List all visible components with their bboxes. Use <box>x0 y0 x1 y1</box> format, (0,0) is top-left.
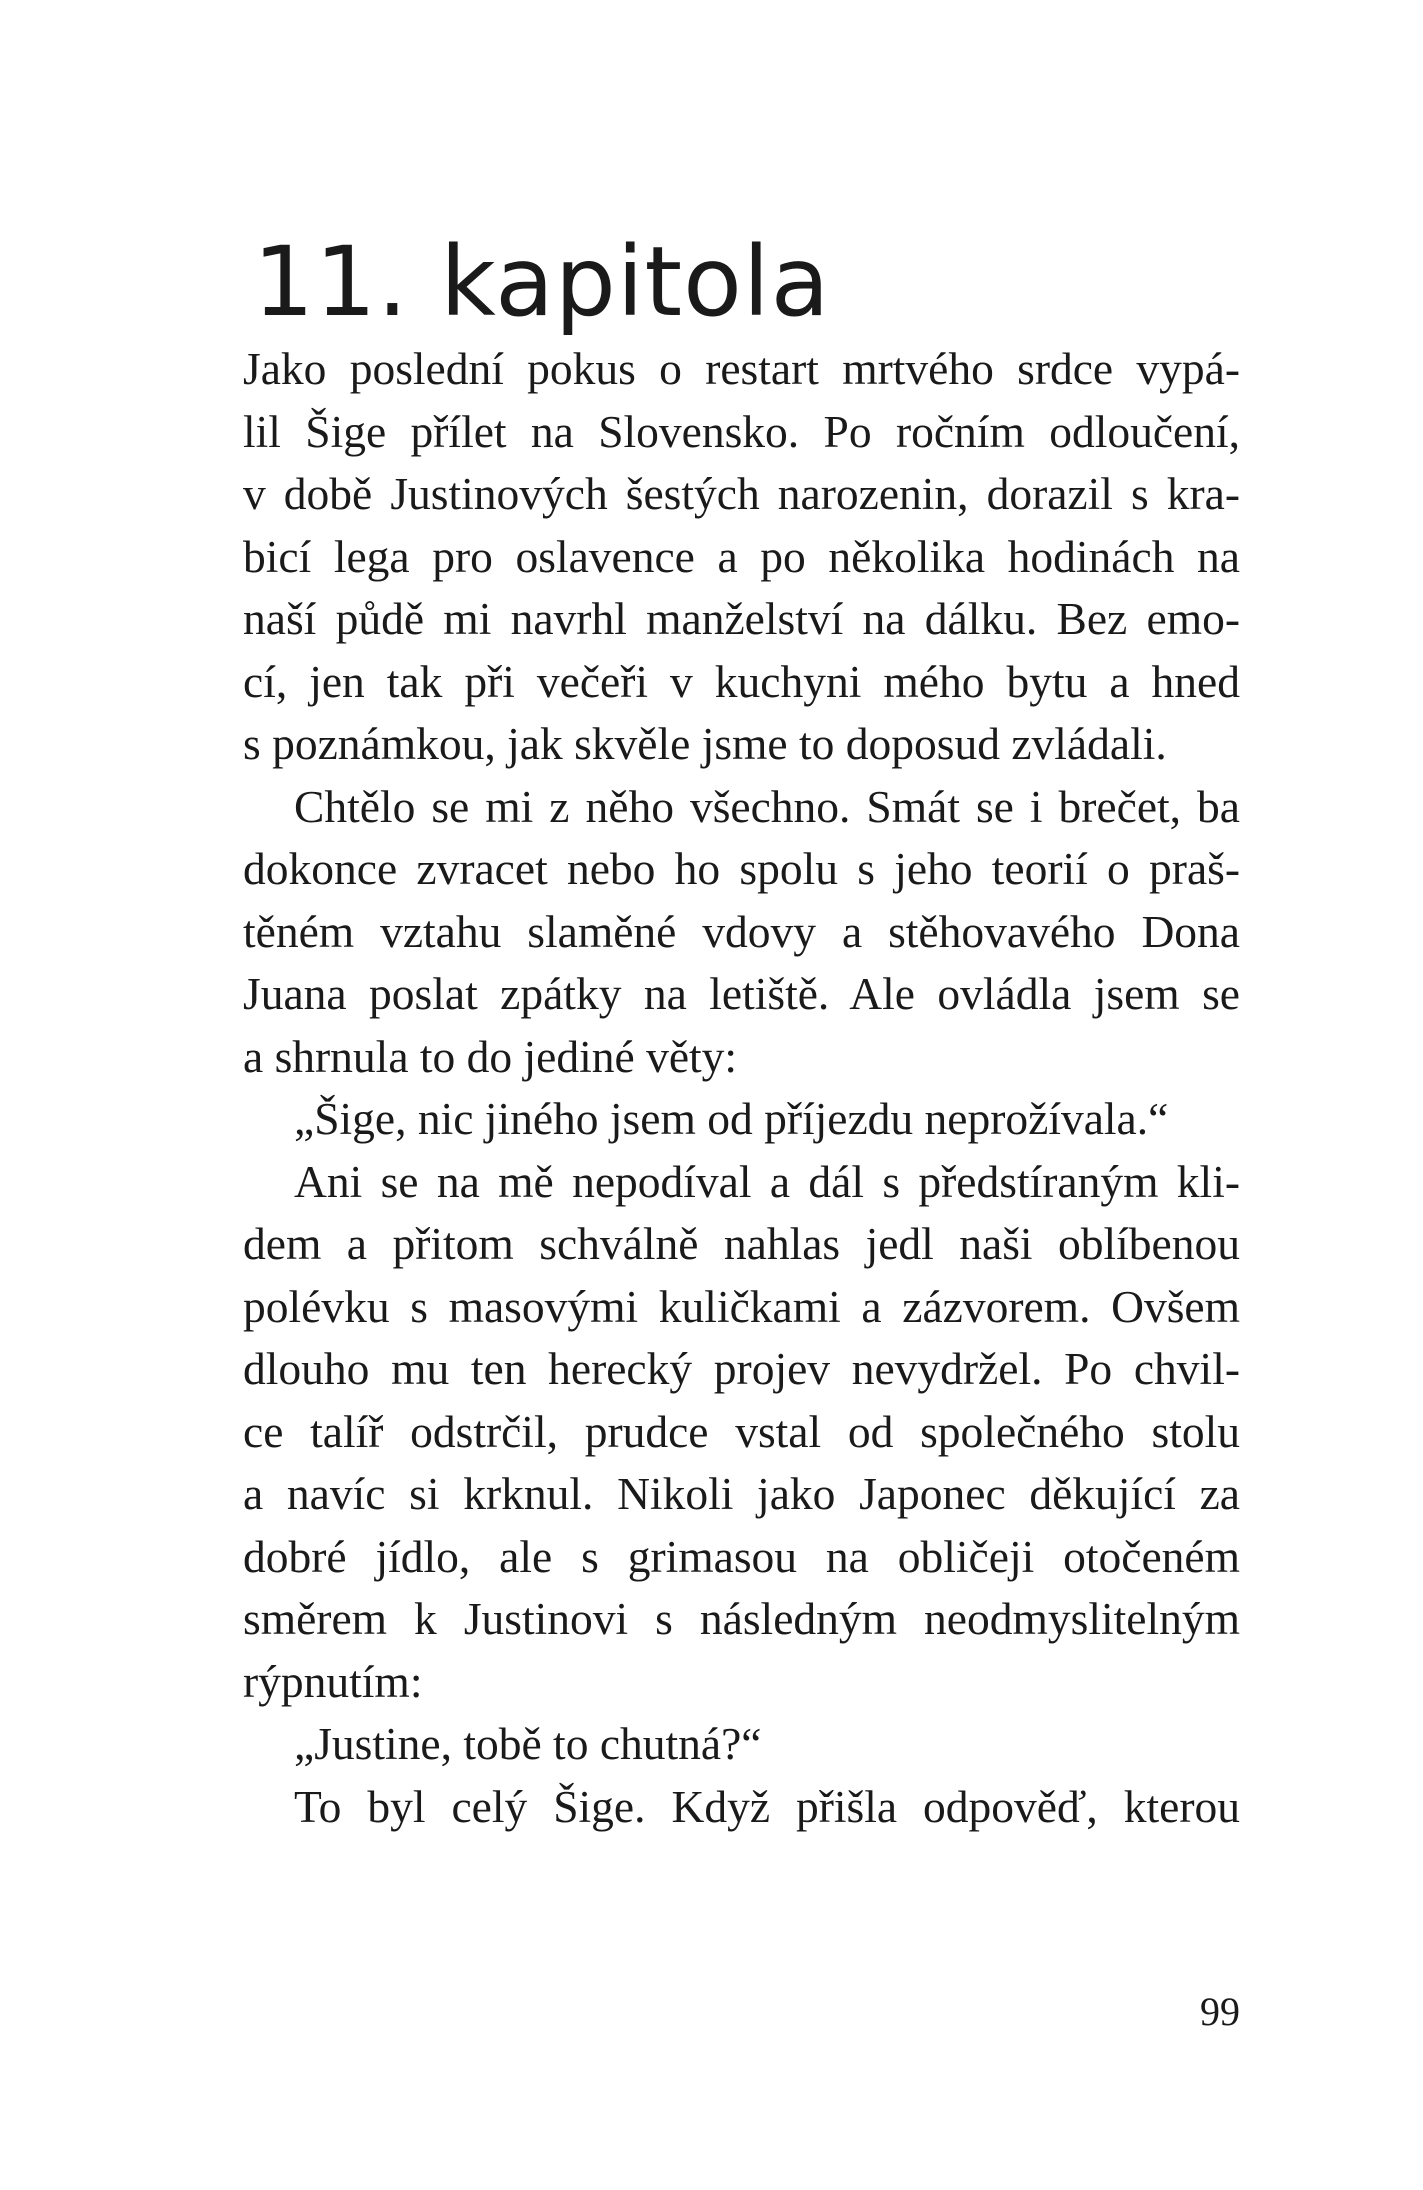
text-line: lil Šige přílet na Slovensko. Po ročním odloučení, <box>243 405 1240 457</box>
text-line: Chtělo se mi z něho všechno. Smát se i brečet, ba <box>294 780 1240 832</box>
text-line: a shrnula to do jediné věty: <box>243 1030 738 1082</box>
text-line: s poznámkou, jak skvěle jsme to doposud zvládali. <box>243 718 1167 769</box>
text-line: ce talíř odstrčil, prudce vstal od společného stolu <box>243 1405 1240 1457</box>
text-line: „Šige, nic jiného jsem od příjezdu neprožívala.“ <box>294 1093 1169 1144</box>
text-line: Juana poslat zpátky na letiště. Ale ovládla jsem se <box>243 968 1240 1019</box>
text-line: cí, jen tak při večeři v kuchyni mého bytu a hned <box>243 655 1240 707</box>
text-line: těném vztahu slaměné vdovy a stěhovavého Dona <box>243 905 1240 957</box>
text-line: dobré jídlo, ale s grimasou na obličeji otočeném <box>243 1530 1240 1582</box>
text-line: směrem k Justinovi s následným neodmyslitelným <box>243 1593 1240 1644</box>
text-line: v době Justinových šestých narozenin, dorazil s kra- <box>243 468 1240 519</box>
text-line: Jako poslední pokus o restart mrtvého srdce vypá- <box>243 343 1240 394</box>
text-line: dlouho mu ten herecký projev nevydržel. Po chvil- <box>243 1343 1240 1394</box>
text-line: dokonce zvracet nebo ho spolu s jeho teorií o praš- <box>243 843 1240 894</box>
text-line: bicí lega pro oslavence a po několika hodinách na <box>243 530 1240 582</box>
chapter-title: 11. kapitola <box>253 226 831 338</box>
text-line: To byl celý Šige. Když přišla odpověď, kterou <box>294 1780 1240 1832</box>
chapter-body-text <box>243 338 1240 1838</box>
text-line: naší půdě mi navrhl manželství na dálku. Bez emo- <box>243 593 1240 644</box>
page-number: 99 <box>1200 1989 1240 2034</box>
text-line: dem a přitom schválně nahlas jedl naši oblíbenou <box>243 1218 1240 1269</box>
text-line: rýpnutím: <box>243 1655 423 1707</box>
text-line: polévku s masovými kuličkami a zázvorem. Ovšem <box>243 1280 1240 1332</box>
text-line: a navíc si krknul. Nikoli jako Japonec děkující za <box>243 1468 1240 1519</box>
text-line: „Justine, tobě to chutná?“ <box>294 1718 762 1769</box>
text-line: Ani se na mě nepodíval a dál s předstíraným kli- <box>294 1155 1240 1207</box>
